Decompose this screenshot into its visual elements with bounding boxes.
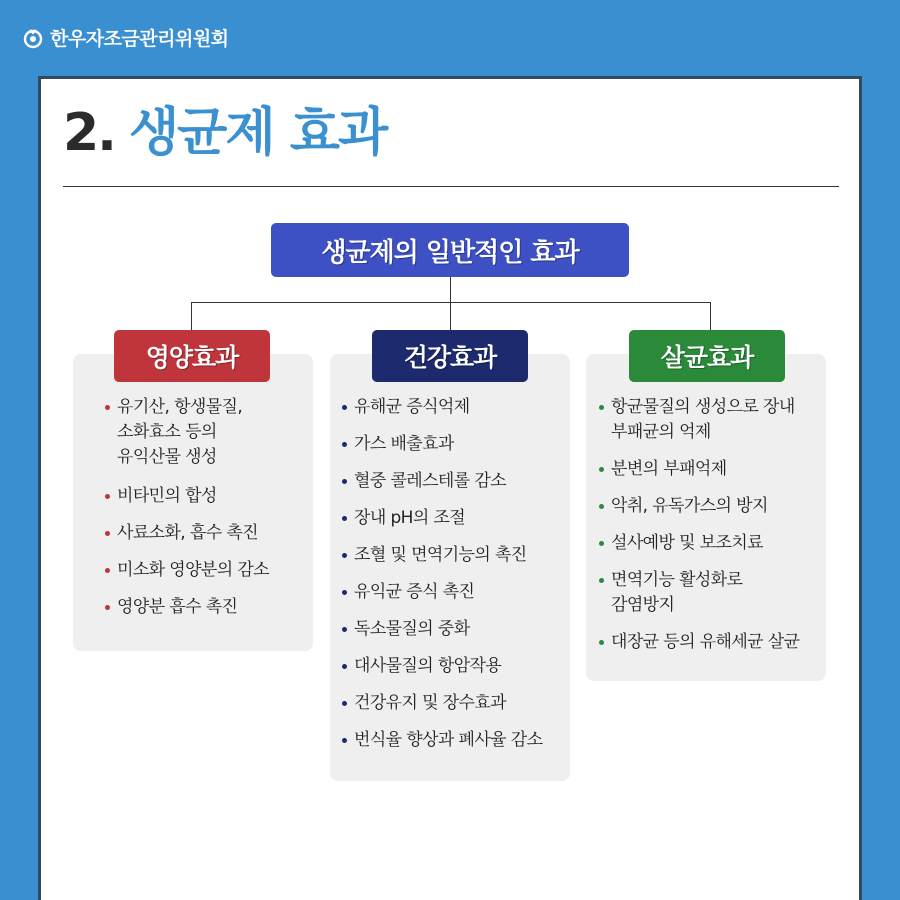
bullet-icon (599, 541, 604, 546)
list-item (342, 469, 542, 494)
bullet-icon (599, 467, 604, 472)
connector-trunk (450, 277, 451, 303)
list-item (342, 432, 542, 457)
bullet-icon (599, 405, 604, 410)
bullet-icon (342, 442, 347, 447)
list-item (342, 506, 542, 531)
connector-horizontal (191, 302, 711, 303)
item-text: 악취, 유독가스의 방지 (611, 496, 768, 516)
bullet-icon (342, 516, 347, 521)
sterilization-items (599, 395, 799, 655)
nutrition-items (105, 395, 269, 620)
item-text: 사료소화, 흡수 촉진 (117, 523, 258, 543)
title-number: 2. (63, 103, 115, 163)
item-text: 유기산, 항생물질, 소화효소 등의 유익산물 생성 (117, 397, 243, 467)
title-divider (63, 186, 839, 187)
list-item (342, 617, 542, 642)
bullet-icon (342, 590, 347, 595)
sterilization-category-label (629, 330, 785, 382)
item-text: 미소화 영양분의 감소 (117, 560, 270, 580)
list-item (105, 395, 269, 470)
item-text: 비타민의 합성 (117, 486, 217, 506)
item-text: 장내 pH의 조절 (354, 508, 466, 528)
list-item (105, 595, 269, 620)
list-item (105, 558, 269, 583)
item-text: 항균물질의 생성으로 장내 부패균의 억제 (611, 397, 795, 442)
list-item (599, 395, 799, 445)
item-text: 분변의 부패억제 (611, 459, 727, 479)
item-text: 혈중 콜레스테롤 감소 (354, 471, 507, 491)
list-item (342, 395, 542, 420)
bullet-icon (599, 640, 604, 645)
nutrition-category-label (114, 330, 270, 382)
bullet-icon (105, 531, 110, 536)
list-item (599, 630, 799, 655)
bullet-icon (342, 479, 347, 484)
bullet-icon (105, 568, 110, 573)
bullet-icon (342, 553, 347, 558)
item-text: 설사예방 및 보조치료 (611, 533, 764, 553)
item-text: 유해균 증식억제 (354, 397, 470, 417)
item-text: 면역기능 활성화로 감염방지 (611, 570, 743, 615)
item-text: 조혈 및 면역기능의 촉진 (354, 545, 527, 565)
main-heading-box (271, 223, 629, 277)
item-text: 영양분 흡수 촉진 (117, 597, 238, 617)
health-label: 건강효과 (403, 343, 497, 372)
bullet-icon (599, 578, 604, 583)
bullet-icon (599, 504, 604, 509)
list-item (599, 494, 799, 519)
connector-left (191, 302, 192, 332)
bullet-icon (342, 405, 347, 410)
brand-logo (22, 24, 229, 51)
list-item (105, 484, 269, 509)
list-item (599, 531, 799, 556)
bullet-icon (105, 605, 110, 610)
bullet-icon (342, 738, 347, 743)
health-items (342, 395, 542, 753)
nutrition-label: 영양효과 (145, 343, 239, 372)
list-item (342, 543, 542, 568)
bullet-icon (105, 405, 110, 410)
list-item (105, 521, 269, 546)
bullet-icon (342, 627, 347, 632)
sterilization-label: 살균효과 (660, 343, 754, 372)
item-text: 독소물질의 중화 (354, 619, 470, 639)
list-item (599, 568, 799, 618)
list-item (342, 580, 542, 605)
item-text: 대장균 등의 유해세균 살균 (611, 632, 800, 652)
item-text: 번식율 향상과 폐사율 감소 (354, 730, 543, 750)
list-item (342, 691, 542, 716)
brand-emblem-icon (22, 27, 44, 49)
list-item (599, 457, 799, 482)
content-card (38, 76, 862, 900)
item-text: 가스 배출효과 (354, 434, 454, 454)
list-item (342, 728, 542, 753)
main-heading-label: 생균제의 일반적인 효과 (321, 237, 579, 268)
item-text: 건강유지 및 장수효과 (354, 693, 507, 713)
bullet-icon (105, 494, 110, 499)
health-category-label (372, 330, 528, 382)
item-text: 대사물질의 항암작용 (354, 656, 502, 676)
title-text: 생균제 효과 (128, 103, 387, 163)
list-item (342, 654, 542, 679)
bullet-icon (342, 664, 347, 669)
page-title (63, 103, 387, 163)
item-text: 유익균 증식 촉진 (354, 582, 475, 602)
bullet-icon (342, 701, 347, 706)
connector-right (710, 302, 711, 332)
connector-center (450, 302, 451, 332)
brand-name: 한우자조금관리위원회 (50, 28, 229, 50)
